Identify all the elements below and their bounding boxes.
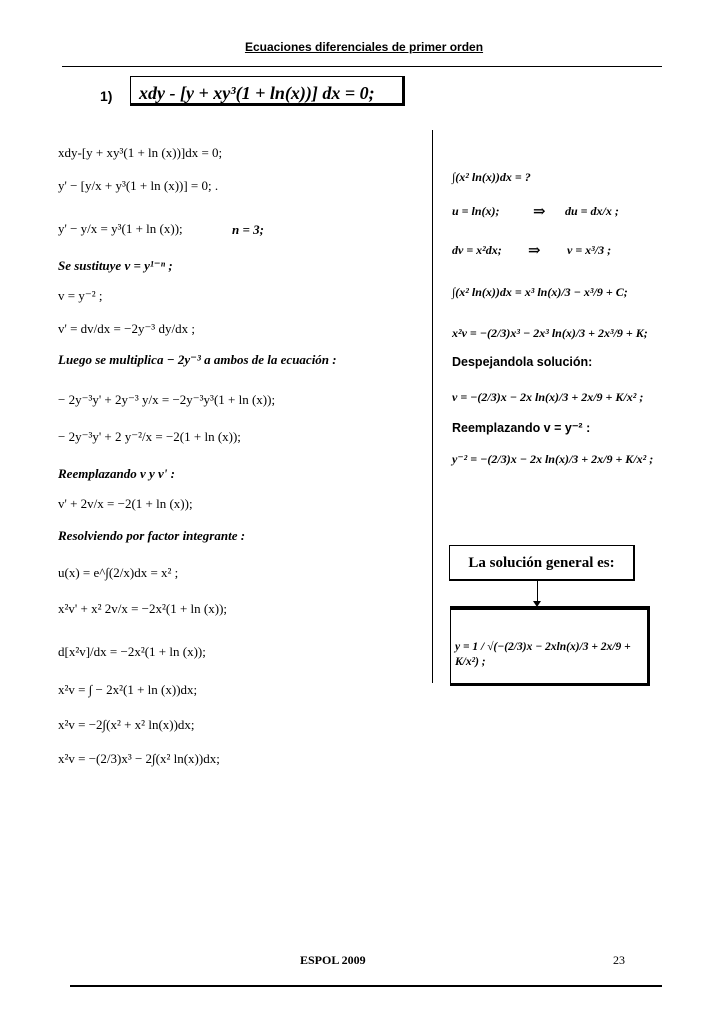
footer-center: ESPOL 2009 <box>300 953 366 967</box>
left-step-14: x²v' + x² 2v/x = −2x²(1 + ln (x)); <box>58 601 228 616</box>
header-rule <box>62 66 662 67</box>
left-step-2: y' − y/x = y³(1 + ln (x)); <box>58 221 183 236</box>
left-step-13: u(x) = e^∫(2/x)dx = x² ; <box>58 565 179 580</box>
final-solution-box <box>450 606 650 686</box>
footer-rule <box>70 985 662 987</box>
left-step-5: v = y⁻² ; <box>58 288 103 303</box>
right-step-3: du = dx/x ; <box>565 204 619 218</box>
left-step-12: Resolviendo por factor integrante : <box>58 528 246 543</box>
solution-label-box <box>449 545 635 581</box>
final-solution-formula: y = 1 / √(−(2/3)x − 2xln(x)/3 + 2x/9 + K/x²) ; <box>455 641 631 668</box>
right-step-8: x²v = −(2/3)x³ − 2x³ ln(x)/3 + 2x³/9 + K; <box>452 326 648 340</box>
problem-equation: xdy - [y + xy³(1 + ln(x))] dx = 0; <box>139 83 375 103</box>
page-number: 23 <box>613 953 625 967</box>
right-step-12: y⁻² = −(2/3)x − 2x ln(x)/3 + 2x/9 + K/x² ; <box>452 452 654 466</box>
page-header-title: Ecuaciones diferenciales de primer orden <box>244 40 484 54</box>
left-step-0: xdy-[y + xy³(1 + ln (x))]dx = 0; <box>58 145 223 160</box>
column-divider <box>432 130 433 683</box>
left-step-4: Se sustituye v = y¹⁻ⁿ ; <box>58 258 173 273</box>
left-step-9: − 2y⁻³y' + 2 y⁻²/x = −2(1 + ln (x)); <box>58 429 241 444</box>
right-step-7: ∫(x² ln(x))dx = x³ ln(x)/3 − x³/9 + C; <box>452 285 628 299</box>
left-step-18: x²v = −(2/3)x³ − 2∫(x² ln(x))dx; <box>58 751 220 766</box>
left-step-3: n = 3; <box>232 222 264 237</box>
right-step-1: u = ln(x); <box>452 204 500 218</box>
left-step-7: Luego se multiplica − 2y⁻³ a ambos de la ecuación : <box>58 352 337 367</box>
left-step-6: v' = dv/dx = −2y⁻³ dy/dx ; <box>58 321 195 336</box>
arrow-shaft <box>537 581 538 603</box>
right-step-10: v = −(2/3)x − 2x ln(x)/3 + 2x/9 + K/x² ; <box>452 390 644 404</box>
left-step-11: v' + 2v/x = −2(1 + ln (x)); <box>58 496 193 511</box>
right-step-9: Despejandola solución: <box>452 355 593 369</box>
right-step-11: Reemplazando v = y⁻² : <box>452 421 591 435</box>
left-step-16: x²v = ∫ − 2x²(1 + ln (x))dx; <box>58 682 198 697</box>
left-step-17: x²v = −2∫(x² + x² ln(x))dx; <box>58 717 195 732</box>
implies-arrow-2: ⇒ <box>528 243 541 259</box>
problem-equation-box <box>130 76 405 106</box>
right-step-4: dv = x²dx; <box>452 243 502 257</box>
problem-number: 1) <box>100 88 113 104</box>
right-step-0: ∫(x² ln(x))dx = ? <box>452 170 531 184</box>
left-step-15: d[x²v]/dx = −2x²(1 + ln (x)); <box>58 644 206 659</box>
implies-arrow-1: ⇒ <box>533 204 546 220</box>
left-step-1: y' − [y/x + y³(1 + ln (x))] = 0; . <box>58 178 219 193</box>
right-step-6: v = x³/3 ; <box>567 243 612 257</box>
solution-label: La solución general es: <box>468 555 615 571</box>
left-step-10: Reemplazando v y v' : <box>58 466 175 481</box>
left-step-8: − 2y⁻³y' + 2y⁻³ y/x = −2y⁻³y³(1 + ln (x)); <box>58 392 276 407</box>
